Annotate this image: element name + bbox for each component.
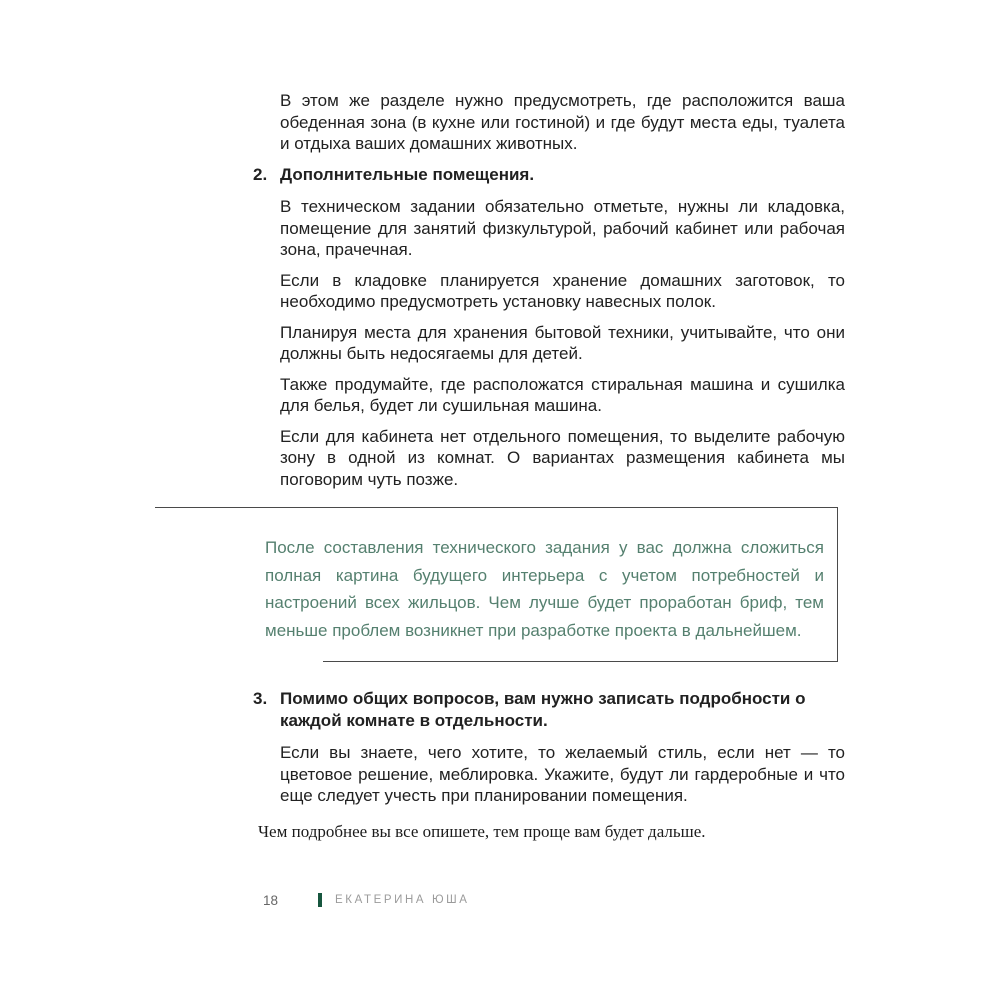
body-paragraph: Также продумайте, где расположатся стиральная машина и сушилка для белья, будет ли сушильная машина. [280, 374, 845, 415]
quote-box [155, 507, 838, 662]
quote-frame-top [155, 507, 838, 508]
section-3-heading [253, 688, 845, 731]
body-paragraph: Планируя места для хранения бытовой техники, учитывайте, что они должны быть недосягаемы для детей. [280, 322, 845, 363]
body-paragraph: Если вы знаете, чего хотите, то желаемый стиль, если нет — то цветовое решение, меблировка. Укажите, будут ли гардеробные и что еще следует учесть при планировании помещения. [280, 743, 845, 805]
quote-frame-bottom [323, 661, 838, 662]
section-3-title: Помимо общих вопросов, вам нужно записать подробности о каждой комнате в отдельности. [280, 689, 806, 730]
page-number: 18 [263, 892, 279, 908]
body-paragraph: В техническом задании обязательно отметьте, нужны ли кладовка, помещение для занятий физкультурой, рабочий кабинет или рабочая зона, прачечная. [280, 197, 845, 259]
author-name: ЕКАТЕРИНА ЮША [335, 894, 470, 906]
quote-text: После составления технического задания у вас должна сложиться полная картина будущего интерьера с учетом потребностей и настроений всех жильцов. Чем лучше будет проработан бриф, тем меньше проблем возникнет при разработке проекта в дальнейшем. [265, 538, 824, 640]
section-3-number: 3. [253, 689, 268, 708]
section-2-title: Дополнительные помещения. [280, 164, 535, 184]
section-2-number: 2. [253, 164, 268, 184]
page-footer [263, 892, 470, 908]
footer-accent-bar [318, 893, 322, 907]
body-paragraph: Если в кладовке планируется хранение домашних заготовок, то необходимо предусмотреть установку навесных полок. [280, 270, 845, 311]
intro-paragraph: В этом же разделе нужно предусмотреть, где расположится ваша обеденная зона (в кухне или гостиной) и где будут места еды, туалета и отдыха ваших домашних животных. [280, 91, 845, 153]
body-paragraph: Если для кабинета нет отдельного помещения, то выделите рабочую зону в одной из комнат. О вариантах размещения кабинета мы поговорим чуть позже. [280, 426, 845, 489]
closing-line: Чем подробнее вы все опишете, тем проще вам будет дальше. [258, 821, 706, 841]
main-text-column [253, 90, 845, 842]
section-2-heading [253, 164, 845, 186]
quote-frame-right [837, 507, 838, 662]
